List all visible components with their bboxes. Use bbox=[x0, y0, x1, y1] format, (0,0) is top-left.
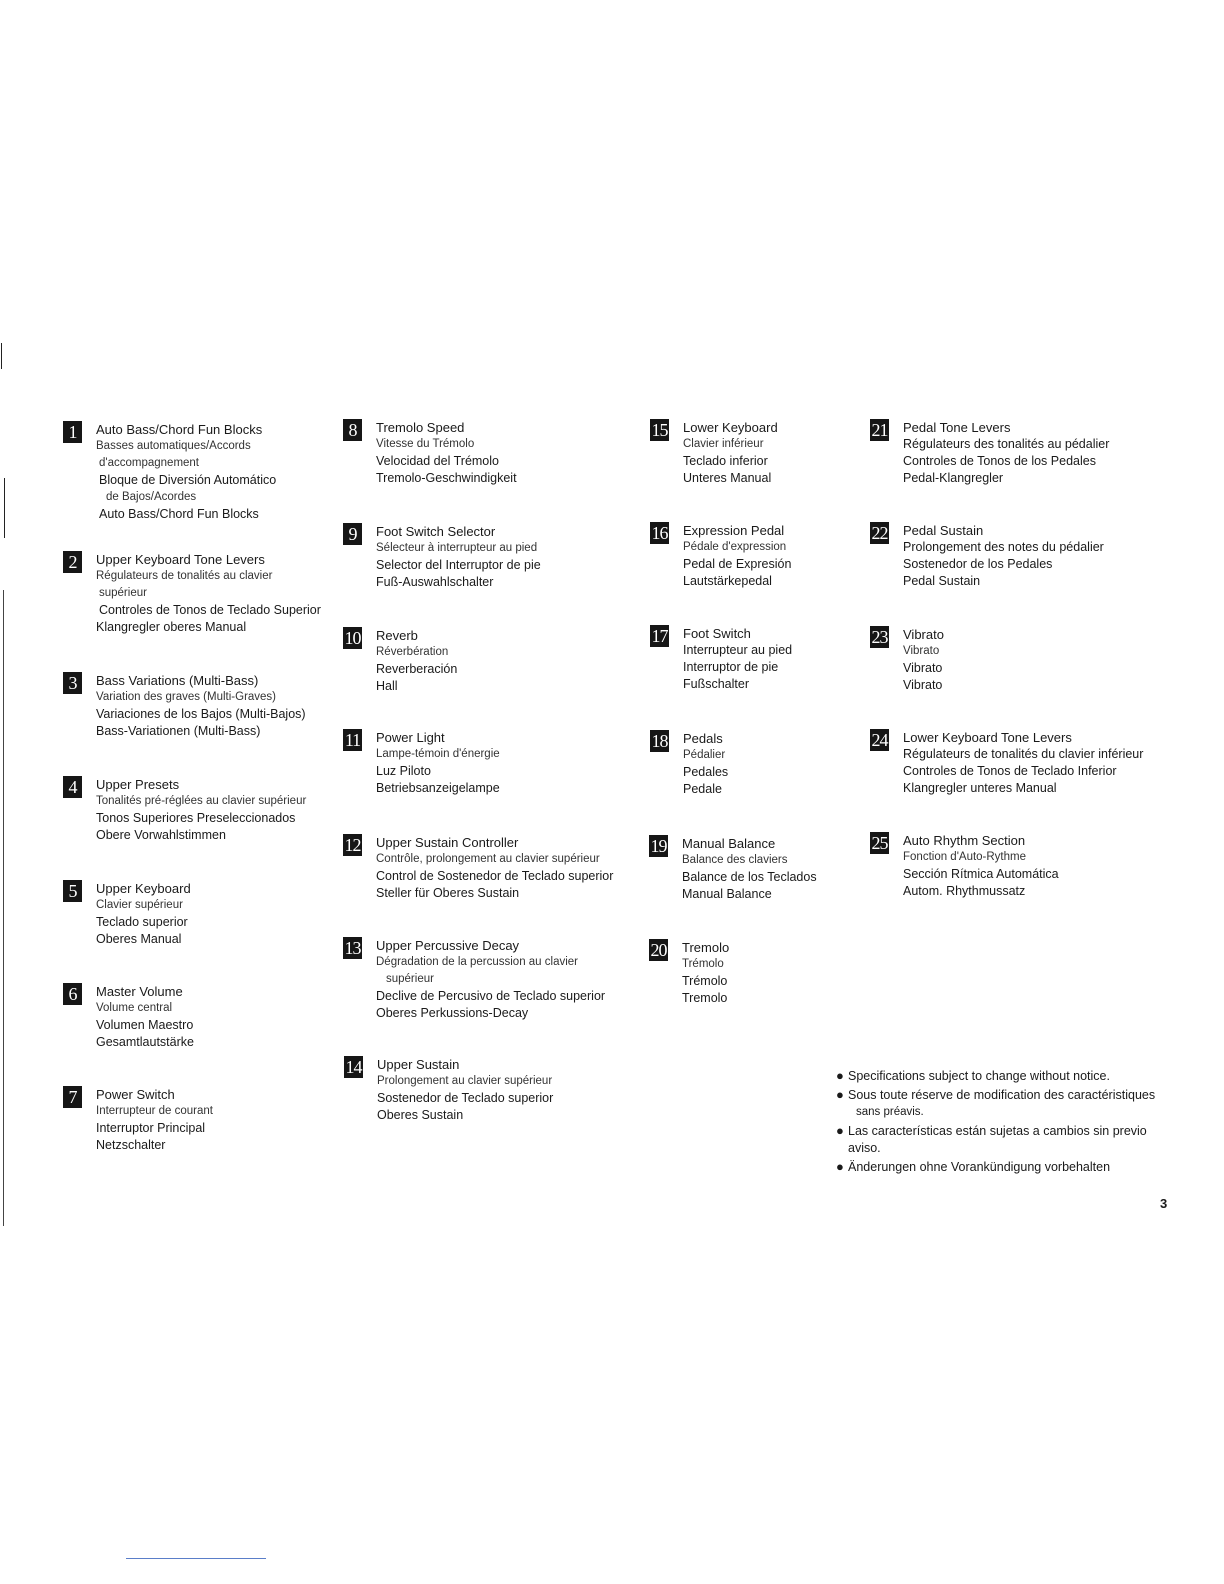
item-text bbox=[683, 419, 778, 487]
item-title: Auto Rhythm Section bbox=[903, 833, 1026, 848]
item-text bbox=[96, 421, 276, 523]
item-title: Power Switch bbox=[96, 1087, 175, 1102]
item-spanish: Luz Piloto bbox=[376, 764, 431, 778]
item-german: Lautstärkepedal bbox=[683, 574, 772, 588]
item-title: Vibrato bbox=[903, 627, 944, 642]
item-french: Fonction d'Auto-Rythme bbox=[903, 851, 1027, 863]
item-french: Vitesse du Trémolo bbox=[376, 438, 475, 450]
item-title: Master Volume bbox=[96, 984, 183, 999]
item-title: Lower Keyboard bbox=[683, 420, 778, 435]
note-french bbox=[836, 1086, 1155, 1105]
item-text bbox=[376, 419, 517, 487]
item-spanish: Sostenedor de los Pedales bbox=[903, 557, 1053, 571]
item-text bbox=[96, 1086, 213, 1154]
item-spanish: Controles de Tonos de los Pedales bbox=[903, 454, 1096, 468]
note-text: Sous toute réserve de modification des caractéristiques bbox=[848, 1087, 1156, 1102]
item-spanish-cont: de Bajos/Acordes bbox=[106, 491, 197, 503]
item-text bbox=[96, 880, 191, 948]
item-french: Clavier inférieur bbox=[683, 438, 764, 450]
item-number-badge: 3 bbox=[63, 672, 82, 694]
item-spanish: Balance de los Teclados bbox=[682, 870, 817, 884]
item-german: Hall bbox=[376, 679, 398, 693]
item-text bbox=[377, 1056, 553, 1124]
item-french: Dégradation de la percussion au clavier bbox=[376, 956, 579, 968]
item-german: Unteres Manual bbox=[683, 471, 772, 485]
item-french-cont: supérieur bbox=[99, 587, 147, 599]
item-spanish: Interruptor de pie bbox=[683, 660, 779, 674]
note-english bbox=[836, 1067, 1155, 1086]
item-german: Vibrato bbox=[903, 678, 943, 692]
item-french-cont: d'accompagnement bbox=[99, 457, 200, 469]
item-german: Obere Vorwahlstimmen bbox=[96, 828, 226, 842]
item-text bbox=[903, 419, 1109, 487]
item-number-badge: 6 bbox=[63, 983, 82, 1005]
item-title: Upper Percussive Decay bbox=[376, 938, 520, 953]
item-title: Upper Keyboard bbox=[96, 881, 191, 896]
item-spanish: Sección Rítmica Automática bbox=[903, 867, 1059, 881]
item-spanish: Controles de Tonos de Teclado Superior bbox=[99, 603, 321, 617]
scan-edge-mark bbox=[4, 478, 5, 538]
item-german: Klangregler unteres Manual bbox=[903, 781, 1057, 795]
item-spanish: Tonos Superiores Preseleccionados bbox=[96, 811, 296, 825]
item-spanish: Controles de Tonos de Teclado Inferior bbox=[903, 764, 1117, 778]
item-text bbox=[683, 730, 728, 798]
item-french: Pédale d'expression bbox=[683, 541, 787, 553]
item-title: Pedal Tone Levers bbox=[903, 420, 1011, 435]
item-text bbox=[376, 523, 541, 591]
item-text bbox=[96, 983, 194, 1051]
item-spanish: Vibrato bbox=[903, 661, 943, 675]
item-number-badge: 22 bbox=[871, 523, 888, 543]
item-number-badge: 10 bbox=[344, 628, 361, 648]
item-text bbox=[96, 551, 321, 636]
bullet-icon: ● bbox=[836, 1158, 844, 1174]
item-spanish: Sostenedor de Teclado superior bbox=[377, 1091, 554, 1105]
item-french: Vibrato bbox=[903, 645, 940, 657]
item-number-badge: 12 bbox=[344, 835, 361, 855]
item-spanish: Teclado inferior bbox=[683, 454, 768, 468]
item-number-badge: 13 bbox=[344, 938, 361, 958]
item-german: Manual Balance bbox=[682, 887, 772, 901]
item-text bbox=[376, 627, 457, 695]
scan-edge-line bbox=[126, 1558, 266, 1559]
item-title: Tremolo bbox=[682, 940, 730, 955]
item-title: Manual Balance bbox=[682, 836, 776, 851]
item-spanish: Pedal de Expresión bbox=[683, 557, 792, 571]
item-spanish: Selector del Interruptor de pie bbox=[376, 558, 541, 572]
note-spanish bbox=[836, 1122, 1155, 1141]
item-text bbox=[376, 834, 613, 902]
item-title: Upper Sustain Controller bbox=[376, 835, 519, 850]
item-number-badge: 23 bbox=[871, 627, 888, 647]
item-german: Pedal-Klangregler bbox=[903, 471, 1004, 485]
item-french: Balance des claviers bbox=[682, 854, 788, 866]
item-number-badge: 11 bbox=[344, 730, 361, 750]
item-text bbox=[903, 729, 1143, 797]
item-german: Pedale bbox=[683, 782, 722, 796]
note-french-cont: sans préavis. bbox=[856, 1106, 924, 1118]
item-french-cont: supérieur bbox=[386, 973, 434, 985]
specification-notes bbox=[836, 1067, 1155, 1176]
item-number-badge: 20 bbox=[650, 940, 667, 960]
item-text bbox=[376, 937, 605, 1022]
item-text bbox=[682, 835, 817, 903]
item-title: Power Light bbox=[376, 730, 445, 745]
item-text bbox=[683, 625, 792, 693]
item-title: Foot Switch Selector bbox=[376, 524, 496, 539]
note-german bbox=[836, 1158, 1155, 1177]
item-text bbox=[903, 522, 1104, 590]
item-german: Bass-Variationen (Multi-Bass) bbox=[96, 724, 261, 738]
item-text bbox=[903, 626, 944, 694]
note-text: Specifications subject to change without notice. bbox=[848, 1069, 1110, 1083]
item-spanish: Teclado superior bbox=[96, 915, 188, 929]
item-title: Auto Bass/Chord Fun Blocks bbox=[96, 422, 263, 437]
item-text bbox=[683, 522, 791, 590]
item-french: Tonalités pré-réglées au clavier supérieur bbox=[96, 795, 307, 807]
item-german: Gesamtlautstärke bbox=[96, 1035, 194, 1049]
item-number-badge: 5 bbox=[63, 880, 82, 902]
item-french: Régulateurs de tonalités du clavier inférieur bbox=[903, 747, 1144, 761]
item-french: Interrupteur de courant bbox=[96, 1105, 213, 1117]
item-text bbox=[682, 939, 729, 1007]
item-german: Fuß-Auswahlschalter bbox=[376, 575, 494, 589]
item-german: Steller für Oberes Sustain bbox=[376, 886, 520, 900]
item-number-badge: 1 bbox=[63, 421, 82, 443]
item-title: Pedal Sustain bbox=[903, 523, 984, 538]
item-german: Klangregler oberes Manual bbox=[96, 620, 247, 634]
item-spanish: Declive de Percusivo de Teclado superior bbox=[376, 989, 606, 1003]
item-french: Prolongement au clavier supérieur bbox=[377, 1075, 553, 1087]
bullet-icon: ● bbox=[836, 1086, 844, 1102]
item-title: Bass Variations (Multi-Bass) bbox=[96, 673, 259, 688]
item-spanish: Bloque de Diversión Automático bbox=[99, 473, 277, 487]
item-number-badge: 24 bbox=[871, 730, 888, 750]
bullet-icon: ● bbox=[836, 1122, 844, 1138]
item-french: Interrupteur au pied bbox=[683, 643, 793, 657]
item-number-badge: 8 bbox=[343, 419, 362, 441]
item-french: Régulateurs de tonalités au clavier bbox=[96, 570, 273, 582]
item-number-badge: 18 bbox=[651, 731, 668, 751]
item-number-badge: 9 bbox=[343, 523, 362, 545]
item-title: Pedals bbox=[683, 731, 723, 746]
item-title: Lower Keyboard Tone Levers bbox=[903, 730, 1072, 745]
item-french: Lampe-témoin d'énergie bbox=[376, 748, 500, 760]
item-french: Réverbération bbox=[376, 646, 449, 658]
item-spanish: Trémolo bbox=[682, 974, 728, 988]
note-text: Änderungen ohne Vorankündigung vorbehalten bbox=[848, 1159, 1111, 1174]
scan-edge-mark bbox=[1, 343, 2, 369]
item-number-badge: 4 bbox=[63, 776, 82, 798]
item-number-badge: 16 bbox=[651, 523, 668, 543]
note-spanish-cont: aviso. bbox=[848, 1141, 881, 1155]
item-french: Trémolo bbox=[682, 958, 724, 970]
item-spanish: Volumen Maestro bbox=[96, 1018, 194, 1032]
item-spanish: Pedales bbox=[683, 765, 729, 779]
item-french: Sélecteur à interrupteur au pied bbox=[376, 542, 538, 554]
item-title: Reverb bbox=[376, 628, 418, 643]
item-title: Tremolo Speed bbox=[376, 420, 465, 435]
item-french: Prolongement des notes du pédalier bbox=[903, 540, 1104, 554]
item-spanish: Interruptor Principal bbox=[96, 1121, 206, 1135]
bullet-icon: ● bbox=[836, 1068, 844, 1083]
page-number: 3 bbox=[1160, 1196, 1168, 1211]
item-french: Volume central bbox=[96, 1002, 173, 1014]
item-french: Contrôle, prolongement au clavier supérieur bbox=[376, 853, 600, 865]
item-german: Netzschalter bbox=[96, 1138, 166, 1152]
item-german: Oberes Sustain bbox=[377, 1108, 464, 1122]
item-spanish: Velocidad del Trémolo bbox=[376, 454, 499, 468]
item-number-badge: 19 bbox=[650, 836, 667, 856]
item-german: Oberes Manual bbox=[96, 932, 182, 946]
item-german: Oberes Perkussions-Decay bbox=[376, 1006, 529, 1020]
item-german: Tremolo-Geschwindigkeit bbox=[376, 471, 517, 485]
item-title: Upper Presets bbox=[96, 777, 180, 792]
item-spanish: Variaciones de los Bajos (Multi-Bajos) bbox=[96, 707, 306, 721]
item-number-badge: 21 bbox=[871, 420, 888, 440]
item-spanish: Control de Sostenedor de Teclado superior bbox=[376, 869, 614, 883]
item-title: Expression Pedal bbox=[683, 523, 785, 538]
note-text: Las características están sujetas a cambios sin previo bbox=[848, 1123, 1147, 1138]
item-german: Tremolo bbox=[682, 991, 728, 1005]
item-number-badge: 7 bbox=[63, 1086, 82, 1108]
item-title: Upper Sustain bbox=[377, 1057, 460, 1072]
item-spanish: Reverberación bbox=[376, 662, 458, 676]
item-number-badge: 17 bbox=[651, 626, 668, 646]
item-text bbox=[376, 729, 500, 797]
item-german: Pedal Sustain bbox=[903, 574, 981, 588]
item-french: Basses automatiques/Accords bbox=[96, 440, 251, 452]
item-french: Régulateurs des tonalités au pédalier bbox=[903, 437, 1110, 451]
item-german: Autom. Rhythmussatz bbox=[903, 884, 1026, 898]
item-number-badge: 14 bbox=[345, 1057, 362, 1077]
item-title: Foot Switch bbox=[683, 626, 751, 641]
item-french: Clavier supérieur bbox=[96, 899, 183, 911]
item-german: Betriebsanzeigelampe bbox=[376, 781, 500, 795]
item-title: Upper Keyboard Tone Levers bbox=[96, 552, 265, 567]
item-german: Fußschalter bbox=[683, 677, 749, 691]
item-text bbox=[96, 776, 306, 844]
item-french: Variation des graves (Multi-Graves) bbox=[96, 691, 277, 703]
item-text bbox=[96, 672, 306, 740]
scan-edge-mark bbox=[3, 590, 4, 1226]
item-number-badge: 15 bbox=[651, 420, 668, 440]
item-number-badge: 25 bbox=[871, 833, 888, 853]
item-french: Pédalier bbox=[683, 749, 726, 761]
item-number-badge: 2 bbox=[63, 551, 82, 573]
item-text bbox=[903, 832, 1059, 900]
item-german: Auto Bass/Chord Fun Blocks bbox=[99, 507, 259, 521]
